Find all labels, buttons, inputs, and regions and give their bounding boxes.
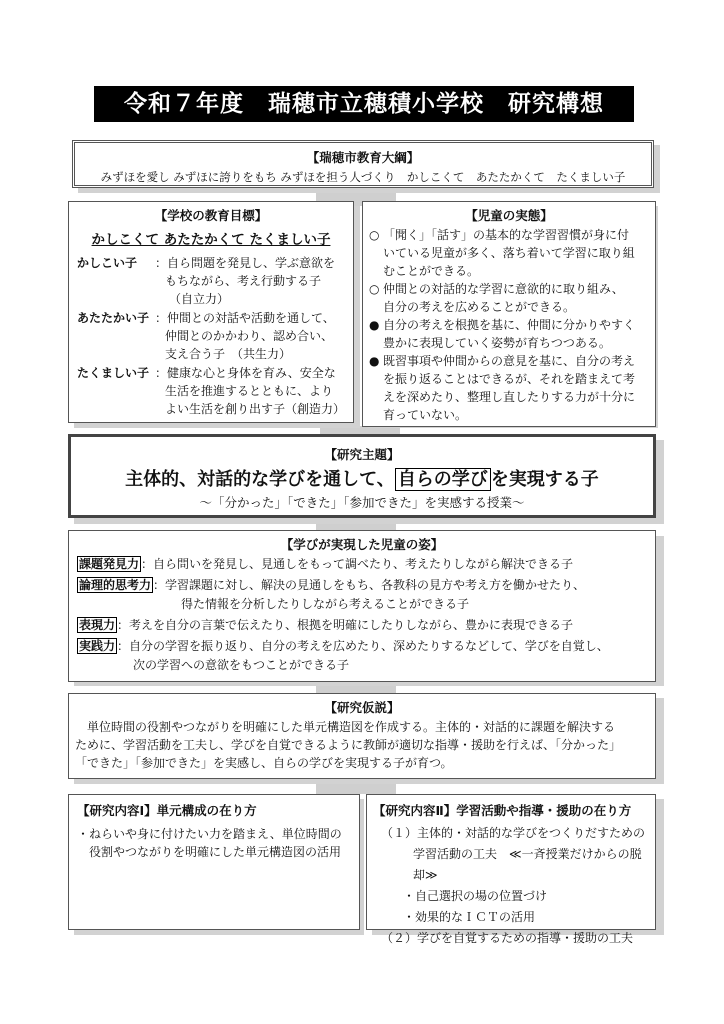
content2-line: 学習活動の工夫 ≪一斉授業だけからの脱却≫	[413, 847, 642, 882]
goal-item-line: ：仲間との対話や活動を通して、	[155, 311, 335, 325]
content2-line: ・自己選択の場の位置づけ	[403, 889, 548, 903]
status-item-line: 育っていない。	[383, 408, 468, 422]
status-item-line: えを深めたり、整理し直したりする力が十分に	[383, 390, 636, 404]
children-status-heading: 【児童の実態】	[465, 208, 553, 223]
child-figure-box	[68, 530, 656, 682]
goal-item-line: ：健康な心と身体を育み、安全な	[155, 366, 336, 380]
status-item-line: 自分の考えを広めることができる。	[383, 300, 576, 314]
status-item-line: むことができる。	[383, 264, 480, 278]
hypothesis-heading: 【研究仮説】	[324, 700, 400, 715]
content1-heading: 【研究内容Ⅰ】単元構成の在り方	[77, 803, 257, 818]
school-goal-box	[68, 201, 354, 423]
page-title: 令和７年度 瑞穂市立穂積小学校 研究構想	[94, 86, 634, 122]
hypothesis-line: 「できた」「参加できた」を実感し、自らの学びを実現する子が育つ。	[75, 756, 453, 770]
goal-item	[77, 364, 345, 418]
content2-heading: 【研究内容Ⅱ】学習活動や指導・援助の在り方	[373, 803, 632, 818]
goal-item	[77, 309, 345, 363]
status-item-line: を振り返ることはできるが、それを踏まえて考	[383, 372, 636, 386]
research-theme-main	[71, 465, 653, 491]
goal-item-line: よい生活を創り出す子（創造力）	[165, 402, 346, 416]
figure-item	[77, 576, 647, 614]
status-item-line: 既習事項や仲間からの意見を基に、自分の考え	[383, 354, 636, 368]
goal-item-key: あたたかい子	[77, 311, 150, 325]
status-item-mark: ●	[369, 318, 380, 332]
content2-line: ・効果的なＩＣＴの活用	[403, 910, 536, 924]
research-theme-sub: ～「分かった」「できた」「参加できた」を実感する授業～	[199, 495, 525, 510]
goal-item-line: 支え合う子 （共生力）	[165, 347, 292, 361]
figure-item	[77, 555, 647, 574]
goal-item-key: かしこい子	[77, 256, 138, 270]
city-outline-text: みずほを愛し みずほに誇りをもち みずほを担う人づくり かしこくて あたたかくて たくましい子	[100, 170, 626, 184]
goal-item	[77, 254, 345, 308]
theme-main-before: 主体的、対話的な学びを通して、	[125, 469, 395, 490]
figure-item-key: 論理的思考力	[79, 578, 152, 592]
figure-item-key: 表現力	[79, 618, 116, 632]
content2-line: （２）学びを自覚するための指導・援助の工夫	[381, 931, 634, 945]
content1-box	[68, 794, 360, 930]
content2-box	[366, 794, 656, 945]
status-item	[369, 352, 649, 424]
goal-item-line: 生活を推進するとともに、より	[165, 384, 334, 398]
figure-item	[77, 637, 647, 675]
goal-item-key: たくましい子	[77, 366, 150, 380]
content1-line: 役割やつながりを明確にした単元構造図の活用	[89, 845, 342, 859]
status-item-mark: ●	[369, 354, 380, 368]
figure-item-line: ：自分の学習を振り返り、自分の考えを広めたり、深めたりするなどして、学びを自覚し、	[117, 639, 609, 653]
figure-item-key: 実践力	[79, 639, 116, 653]
children-status-box	[362, 201, 656, 427]
status-item-line: 自分の考えを根拠を基に、仲間に分かりやすく	[383, 318, 636, 332]
status-item	[369, 280, 649, 316]
status-item	[369, 316, 649, 352]
figure-item-line: ：自ら問いを発見し、見通しをもって調べたり、考えたりしながら解決できる子	[141, 557, 574, 571]
city-outline-heading: 【瑞穂市教育大綱】	[306, 150, 420, 165]
school-goal-subheading: かしこくて あたたかくて たくましい子	[91, 232, 331, 248]
goal-item-line: ：自ら問題を発見し、学ぶ意欲を	[155, 256, 336, 270]
city-outline-box	[72, 140, 654, 188]
figure-item-line: ：学習課題に対し、解決の見通しをもち、各教科の見方や考え方を働かせたり、	[153, 578, 586, 592]
figure-item-line: 次の学習への意欲をもつことができる子	[133, 658, 350, 672]
goal-item-line: もちながら、考え行動する子	[165, 274, 322, 288]
hypothesis-box	[68, 693, 656, 779]
status-item-mark: ○	[369, 228, 380, 242]
figure-item-line: ：考えを自分の言葉で伝えたり、根拠を明確にしたりしながら、豊かに表現できる子	[117, 618, 574, 632]
status-item	[369, 226, 649, 280]
content2-line: （１）主体的・対話的な学びをつくりだすための	[381, 826, 646, 840]
goal-item-line: 仲間とのかかわり、認め合い、	[165, 329, 334, 343]
theme-main-boxed: 自らの学び	[395, 468, 491, 491]
goal-item-line: （自立力）	[169, 292, 230, 306]
status-item-line: 豊かに表現していく姿勢が育ちつつある。	[383, 336, 611, 350]
hypothesis-line: 単位時間の役割やつながりを明確にした単元構造図を作成する。主体的・対話的に課題を解決する	[87, 720, 616, 734]
figure-item	[77, 616, 647, 635]
content1-line: ・ねらいや身に付けたい力を踏まえ、単位時間の	[77, 827, 342, 841]
research-theme-heading: 【研究主題】	[324, 447, 400, 462]
status-item-line: いている児童が多く、落ち着いて学習に取り組	[383, 246, 635, 260]
status-item-line: 仲間との対話的な学習に意欲的に取り組み、	[383, 282, 624, 296]
status-item-line: 「聞く」「話す」の基本的な学習習慣が身に付	[383, 228, 630, 242]
school-goal-heading: 【学校の教育目標】	[154, 208, 268, 223]
status-item-mark: ○	[369, 282, 380, 296]
figure-item-line: 得た情報を分析したりしながら考えることができる子	[181, 597, 470, 611]
research-theme-box	[68, 434, 656, 518]
child-figure-heading: 【学びが実現した児童の姿】	[280, 537, 444, 552]
hypothesis-line: ために、学習活動を工夫し、学びを自覚できるように教師が適切な指導・援助を行えば、「分かった」	[75, 738, 622, 752]
theme-main-after: を実現する子	[490, 469, 599, 490]
figure-item-key: 課題発見力	[79, 557, 140, 571]
